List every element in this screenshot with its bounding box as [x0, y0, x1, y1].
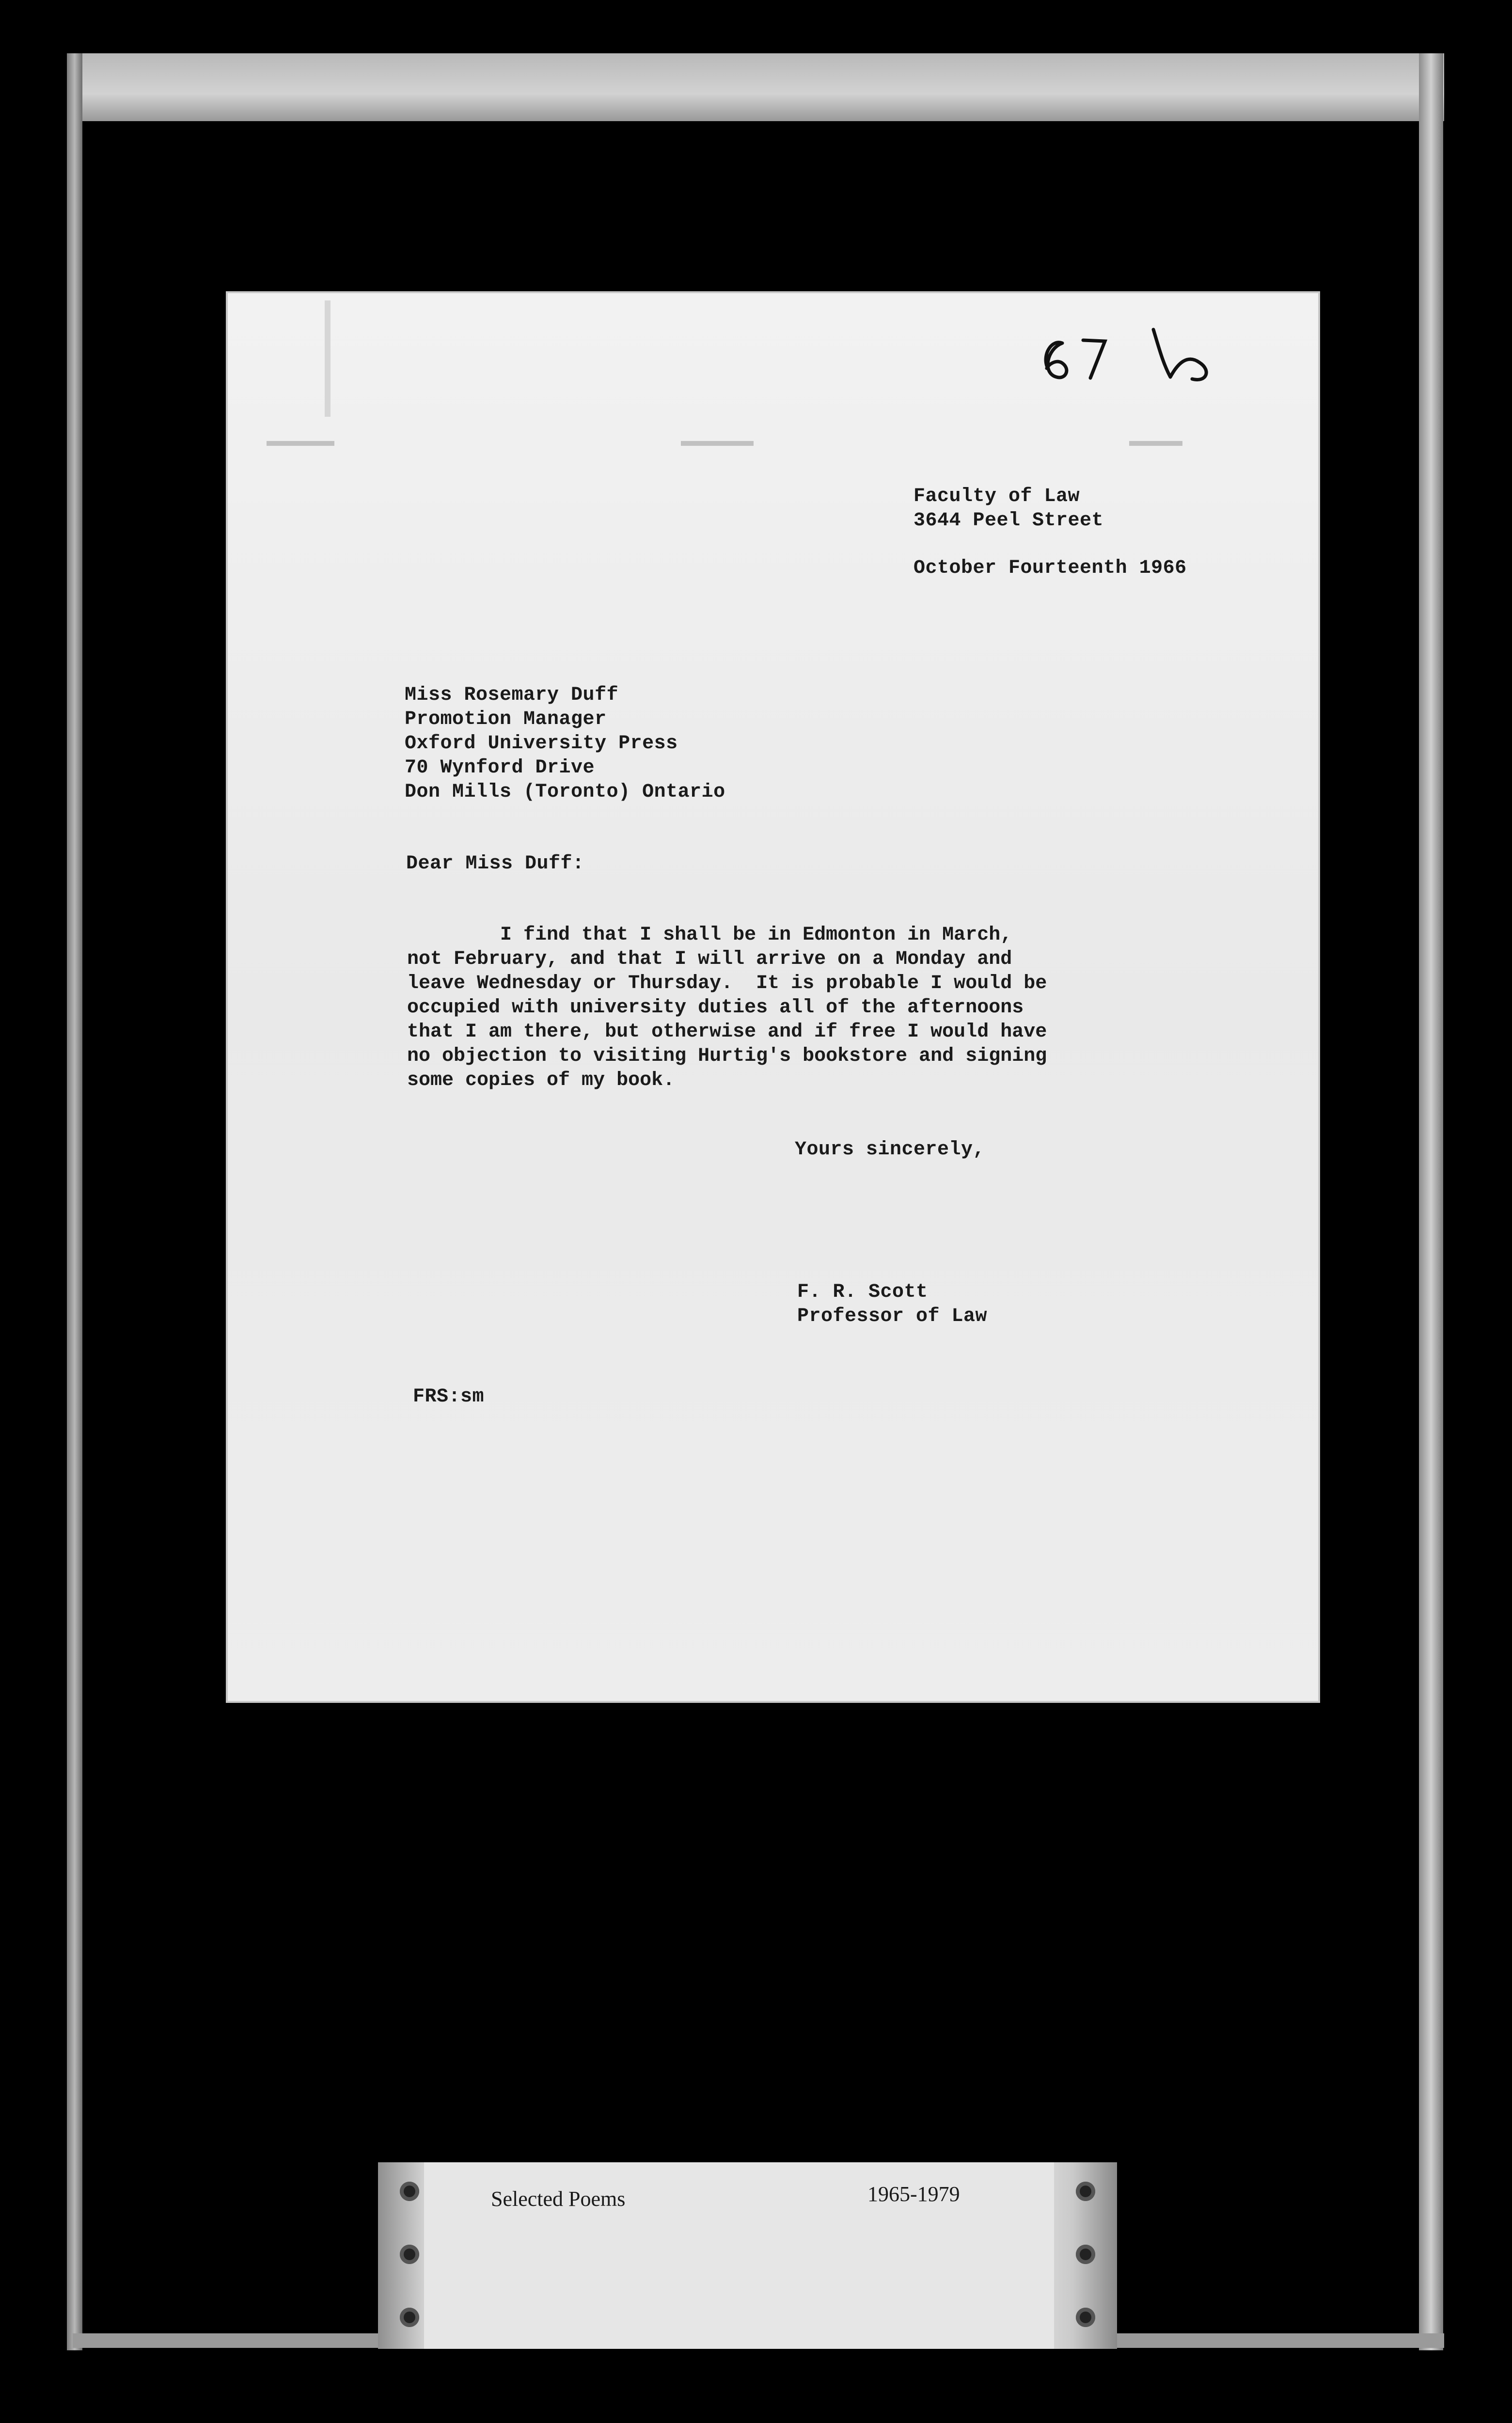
body-line: no objection to visiting Hurtig's bookstore and signing — [407, 1045, 1047, 1067]
paper-speck — [267, 441, 334, 446]
punch-hole — [1076, 2308, 1095, 2327]
body-line: not February, and that I will arrive on a Monday and — [407, 948, 1012, 970]
body-line: that I am there, but otherwise and if free I would have — [407, 1021, 1047, 1043]
microfilm-frame-top — [73, 53, 1444, 121]
punch-hole — [400, 2182, 419, 2201]
return-address-line: 3644 Peel Street — [914, 510, 1104, 532]
recipient-line: Don Mills (Toronto) Ontario — [405, 781, 725, 803]
recipient-line: 70 Wynford Drive — [405, 757, 595, 779]
body-line: some copies of my book. — [407, 1070, 675, 1091]
paper-speck — [1129, 441, 1182, 446]
body-line: I find that I shall be in Edmonton in March, — [407, 924, 1012, 946]
recipient-line: Miss Rosemary Duff — [405, 684, 619, 706]
microfilm-frame-left — [67, 53, 82, 2350]
paper-speck — [681, 441, 754, 446]
body-line: leave Wednesday or Thursday. It is probable I would be — [407, 973, 1047, 994]
letter-date: October Fourteenth 1966 — [914, 557, 1187, 579]
punch-hole — [1076, 2245, 1095, 2264]
recipient-line: Promotion Manager — [405, 708, 607, 730]
signatory-title: Professor of Law — [797, 1306, 988, 1327]
typist-initials: FRS:sm — [413, 1386, 485, 1408]
body-line: occupied with university duties all of the afternoons — [407, 997, 1024, 1019]
reel-label-card — [378, 2162, 1117, 2349]
label-years: 1965-1979 — [867, 2182, 960, 2206]
sheet-fold-mark — [325, 300, 331, 417]
signatory-name: F. R. Scott — [797, 1281, 928, 1303]
letter-body — [407, 923, 1047, 1093]
recipient-line: Oxford University Press — [405, 733, 678, 755]
punch-hole — [400, 2245, 419, 2264]
punch-hole — [1076, 2182, 1095, 2201]
return-address-line: Faculty of Law — [914, 486, 1080, 507]
microfilm-frame-right — [1419, 53, 1443, 2350]
closing: Yours sincerely, — [795, 1139, 985, 1161]
punch-hole — [400, 2308, 419, 2327]
label-title: Selected Poems — [491, 2187, 626, 2211]
salutation: Dear Miss Duff: — [406, 853, 584, 875]
handwritten-folio-number — [1032, 320, 1236, 393]
